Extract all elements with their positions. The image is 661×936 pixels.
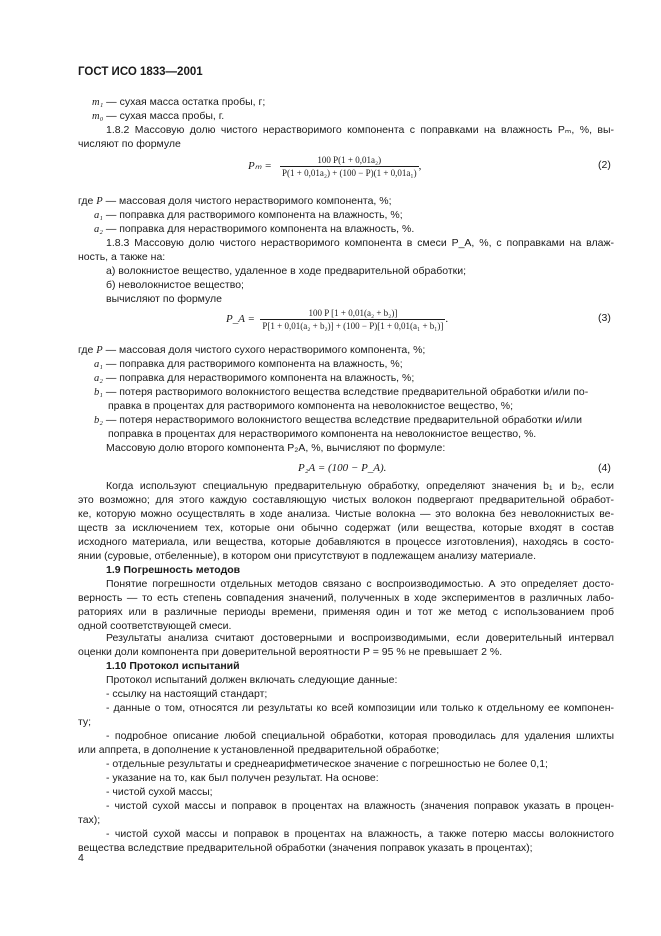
formula-2: Pₘ = $\frac{\text{100 P(1 + 0,01a₂)}}{\text{P(1 + 0,01a₂) + (100 − P)(1 + 0,01a₁)}}$ ,: [248, 155, 422, 178]
clause-1-8-2-line: 1.8.2 Массовую долю чистого нерастворимого компонента с поправками на влажность Pₘ, %, вы-: [106, 124, 614, 136]
where-line: поправка в процентах для нерастворимого компонента на неволокнистое вещество, %.: [108, 428, 537, 440]
formula-3: P_A = $\frac{\text{100 P [1 + 0,01(a₂ + b₂)]}}{\text{P[1 + 0,01(a₂ + b₂)] + (100 − P)[1 + 0,01(a₁ + b₁)]}}$ .: [226, 308, 449, 331]
formula-2-numerator: 100 P(1 + 0,01a₂): [317, 155, 382, 165]
paragraph-line: одной соответствующей смеси.: [78, 620, 232, 632]
list-item-b: б) неволокнистое вещество;: [106, 279, 244, 291]
protocol-list-item: - данные о том, относятся ли результаты ко всей композиции или только к отдельному ее компонен-: [106, 702, 614, 714]
formula-2-denominator: P(1 + 0,01a₂) + (100 − P)(1 + 0,01a₁): [282, 168, 417, 178]
protocol-list-item: - указание на то, как был получен результат. На основе:: [106, 772, 379, 784]
definition-m0: m₀ — сухая масса пробы, г.: [92, 110, 225, 122]
definition-m1: m₁ — сухая масса остатка пробы, г;: [92, 96, 266, 108]
protocol-list-item: - отдельные результаты и среднеарифметическое значение с погрешностью не более 0,1;: [106, 758, 548, 770]
protocol-list-item: вещества вследствие предварительной обработки (значения поправок указать в процентах);: [78, 842, 533, 854]
protocol-list-item: - чистой сухой массы;: [106, 786, 213, 798]
where-line: a₁ — поправка для растворимого компонента на влажность, %;: [94, 358, 403, 370]
paragraph-line: ществ за исключением тех, которые они обычно содержат (или вещества, которые входят в состав: [78, 522, 614, 534]
second-component-line: Массовую долю второго компонента P₂A, %, вычисляют по формуле:: [106, 442, 446, 454]
where-line: b₁ — потеря растворимого волокнистого вещества вследствие предварительной обработки и/или по-: [94, 386, 589, 398]
paragraph-line: янии (суровые, отбеленные), в котором они присутствуют в подлежащем анализу материале.: [78, 550, 537, 562]
clause-1-8-3-calc: вычисляют по формуле: [106, 293, 222, 305]
formula-3-numerator: 100 P [1 + 0,01(a₂ + b₂)]: [308, 308, 398, 318]
protocol-list-item: Протокол испытаний должен включать следующие данные:: [106, 674, 398, 686]
clause-1-8-3-line: 1.8.3 Массовую долю чистого нерастворимого компонента в смеси P_A, %, с поправками на влаж-: [106, 237, 614, 249]
protocol-list-item: - ссылку на настоящий стандарт;: [106, 688, 268, 700]
where-line: где P — массовая доля чистого нерастворимого компонента, %;: [78, 195, 392, 207]
list-item-a: а) волокнистое вещество, удаленное в ходе предварительной обработки;: [106, 265, 467, 277]
section-heading-1-10: 1.10 Протокол испытаний: [106, 660, 240, 672]
equation-number-3: (3): [598, 312, 611, 324]
paragraph-line: ке, которую можно осуществлять в ходе анализа. Чистые волокна — это волокна без неволокнистых ве-: [78, 508, 614, 520]
equation-number-2: (2): [598, 159, 611, 171]
paragraph-line: исходного материала, или вещества, которые добавляются в процессе изготовления), находясь в состо-: [78, 536, 614, 548]
equation-number-4: (4): [598, 462, 611, 474]
formula-4: P₂A = (100 − P_A).: [298, 462, 387, 474]
document-header: ГОСТ ИСО 1833—2001: [78, 66, 203, 78]
formula-3-denominator: P[1 + 0,01(a₂ + b₂)] + (100 − P)[1 + 0,01(a₁ + b₁)]: [262, 321, 444, 331]
where-line: a₂ — поправка для нерастворимого компонента на влажность, %.: [94, 223, 415, 235]
where-line: a₁ — поправка для растворимого компонента на влажность, %;: [94, 209, 403, 221]
protocol-list-item: - подробное описание любой специальной обработки, которая проводилась для удаления шлихты: [106, 730, 614, 742]
paragraph-line: это возможно; для этого каждую составляющую чистых волокон подвергают предварительной обработ-: [78, 494, 614, 506]
protocol-list-item: тах);: [78, 814, 101, 826]
protocol-list-item: - чистой сухой массы и поправок в процентах на влажность, а также потерю массы волокнистого: [106, 828, 614, 840]
where-line: где P — массовая доля чистого сухого нерастворимого компонента, %;: [78, 344, 426, 356]
paragraph-line: раториях или в различные периоды времени, применяя один и тот же метод с использованием проб: [78, 606, 614, 618]
page-number: 4: [78, 852, 84, 864]
section-heading-1-9: 1.9 Погрешность методов: [106, 564, 241, 576]
paragraph-line: верность — то есть степень совпадения значений, полученных в ходе экспериментов в различных лабо-: [78, 592, 614, 604]
where-line: a₂ — поправка для нерастворимого компонента на влажность, %;: [94, 372, 415, 384]
where-line: правка в процентах для растворимого компонента на неволокнистое вещество, %;: [108, 400, 514, 412]
protocol-list-item: ту;: [78, 716, 92, 728]
where-line: b₂ — потеря нерастворимого волокнистого вещества вследствие предварительной обработки и/или: [94, 414, 582, 426]
clause-1-8-3-line: ность, а также на:: [78, 251, 166, 263]
paragraph-line: оценки доли компонента при доверительной вероятности P = 95 % не превышает 2 %.: [78, 646, 503, 658]
protocol-list-item: или аппрета, в дополнение к установленной предварительной обработке;: [78, 744, 440, 756]
paragraph-line: Когда используют специальную предварительную обработку, определяют значения b₁ и b₂, если: [106, 480, 614, 492]
paragraph-line: Результаты анализа считают достоверными и воспроизводимыми, если доверительный интервал: [106, 632, 614, 644]
clause-1-8-2-line: числяют по формуле: [78, 138, 181, 150]
protocol-list-item: - чистой сухой массы и поправок в процентах на влажность (значения поправок указать в процен-: [106, 800, 614, 812]
paragraph-line: Понятие погрешности отдельных методов связано с воспроизводимостью. А это определяет досто-: [106, 578, 614, 590]
